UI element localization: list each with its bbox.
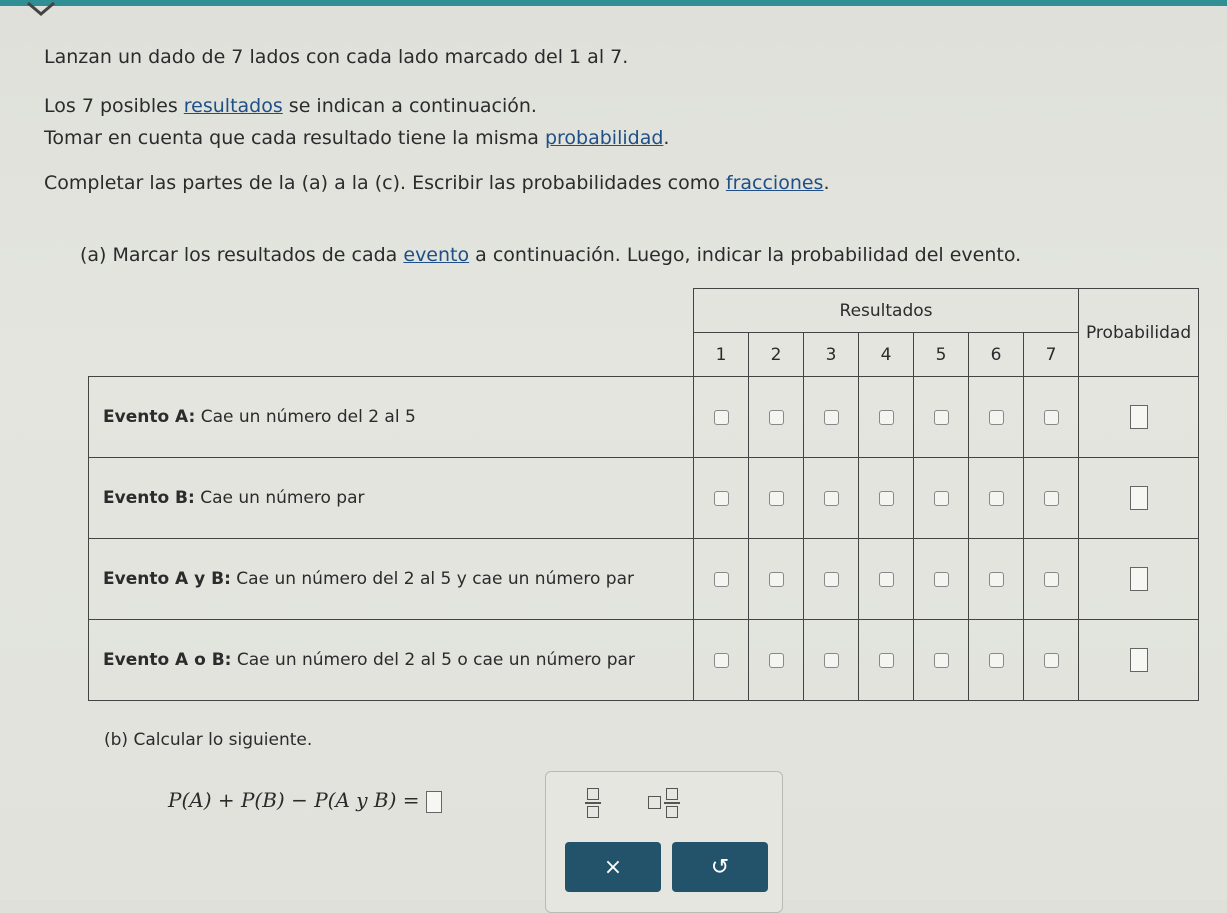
checkbox-a-6[interactable] bbox=[989, 410, 1004, 425]
formula-row bbox=[168, 788, 442, 813]
top-accent-bar bbox=[0, 0, 1227, 6]
table-row-event-a bbox=[89, 377, 1199, 458]
link-fracciones[interactable]: fracciones bbox=[725, 172, 824, 194]
part-b-label: (b) Calcular lo siguiente. bbox=[104, 730, 313, 750]
checkbox-b-7[interactable] bbox=[1044, 491, 1059, 506]
event-a-label: Evento A: Cae un número del 2 al 5 bbox=[89, 377, 694, 458]
link-resultados[interactable]: resultados bbox=[183, 95, 283, 117]
table-row-event-a-and-b bbox=[89, 539, 1199, 620]
checkbox-b-3[interactable] bbox=[824, 491, 839, 506]
intro-line-3: Tomar en cuenta que cada resultado tiene la misma probabilidad. bbox=[44, 127, 670, 149]
outcome-header-6: 6 bbox=[969, 333, 1024, 377]
outcome-header-7: 7 bbox=[1024, 333, 1079, 377]
checkbox-a-7[interactable] bbox=[1044, 410, 1059, 425]
checkbox-aob-6[interactable] bbox=[989, 653, 1004, 668]
probability-input-b[interactable] bbox=[1130, 486, 1148, 510]
event-a-and-b-label: Evento A y B: Cae un número del 2 al 5 y cae un número par bbox=[89, 539, 694, 620]
checkbox-a-4[interactable] bbox=[879, 410, 894, 425]
table-row-event-a-or-b bbox=[89, 620, 1199, 701]
probability-input-a-or-b[interactable] bbox=[1130, 648, 1148, 672]
chevron-down-icon[interactable] bbox=[22, 0, 60, 20]
checkbox-b-2[interactable] bbox=[769, 491, 784, 506]
outcome-header-2: 2 bbox=[749, 333, 804, 377]
checkbox-ab-5[interactable] bbox=[934, 572, 949, 587]
outcomes-header: Resultados bbox=[694, 289, 1079, 333]
intro-line-2: Los 7 posibles resultados se indican a continuación. bbox=[44, 95, 537, 117]
probability-header: Probabilidad bbox=[1079, 289, 1199, 377]
probability-input-a[interactable] bbox=[1130, 405, 1148, 429]
outcome-header-5: 5 bbox=[914, 333, 969, 377]
checkbox-b-5[interactable] bbox=[934, 491, 949, 506]
link-evento[interactable]: evento bbox=[403, 244, 470, 266]
checkbox-a-1[interactable] bbox=[714, 410, 729, 425]
checkbox-a-2[interactable] bbox=[769, 410, 784, 425]
outcome-header-3: 3 bbox=[804, 333, 859, 377]
checkbox-aob-5[interactable] bbox=[934, 653, 949, 668]
probability-input-a-and-b[interactable] bbox=[1130, 567, 1148, 591]
intro-line-4: Completar las partes de la (a) a la (c). Escribir las probabilidades como fracciones. bbox=[44, 172, 830, 194]
checkbox-b-1[interactable] bbox=[714, 491, 729, 506]
checkbox-a-5[interactable] bbox=[934, 410, 949, 425]
checkbox-aob-2[interactable] bbox=[769, 653, 784, 668]
event-b-label: Evento B: Cae un número par bbox=[89, 458, 694, 539]
link-probabilidad[interactable]: probabilidad bbox=[544, 127, 664, 149]
table-row-event-b bbox=[89, 458, 1199, 539]
checkbox-ab-2[interactable] bbox=[769, 572, 784, 587]
formula-text: P(A) + P(B) − P(A y B) = bbox=[168, 788, 420, 812]
checkbox-aob-3[interactable] bbox=[824, 653, 839, 668]
checkbox-ab-1[interactable] bbox=[714, 572, 729, 587]
fraction-icon[interactable] bbox=[585, 788, 601, 818]
outcome-header-1: 1 bbox=[694, 333, 749, 377]
checkbox-b-6[interactable] bbox=[989, 491, 1004, 506]
mixed-number-icon[interactable] bbox=[648, 788, 680, 818]
checkbox-a-3[interactable] bbox=[824, 410, 839, 425]
event-a-or-b-label: Evento A o B: Cae un número del 2 al 5 o cae un número par bbox=[89, 620, 694, 701]
checkbox-ab-6[interactable] bbox=[989, 572, 1004, 587]
checkbox-aob-1[interactable] bbox=[714, 653, 729, 668]
clear-button[interactable]: × bbox=[565, 842, 661, 892]
checkbox-ab-4[interactable] bbox=[879, 572, 894, 587]
table-corner bbox=[89, 289, 694, 377]
outcome-header-4: 4 bbox=[859, 333, 914, 377]
checkbox-b-4[interactable] bbox=[879, 491, 894, 506]
intro-line-1: Lanzan un dado de 7 lados con cada lado marcado del 1 al 7. bbox=[44, 46, 629, 68]
formula-answer-input[interactable] bbox=[426, 791, 442, 813]
checkbox-ab-3[interactable] bbox=[824, 572, 839, 587]
part-a-instructions: (a) Marcar los resultados de cada evento a continuación. Luego, indicar la probabilidad del evento. bbox=[80, 244, 1022, 266]
undo-button[interactable]: ↺ bbox=[672, 842, 768, 892]
checkbox-aob-7[interactable] bbox=[1044, 653, 1059, 668]
events-table bbox=[88, 288, 1199, 701]
checkbox-ab-7[interactable] bbox=[1044, 572, 1059, 587]
checkbox-aob-4[interactable] bbox=[879, 653, 894, 668]
